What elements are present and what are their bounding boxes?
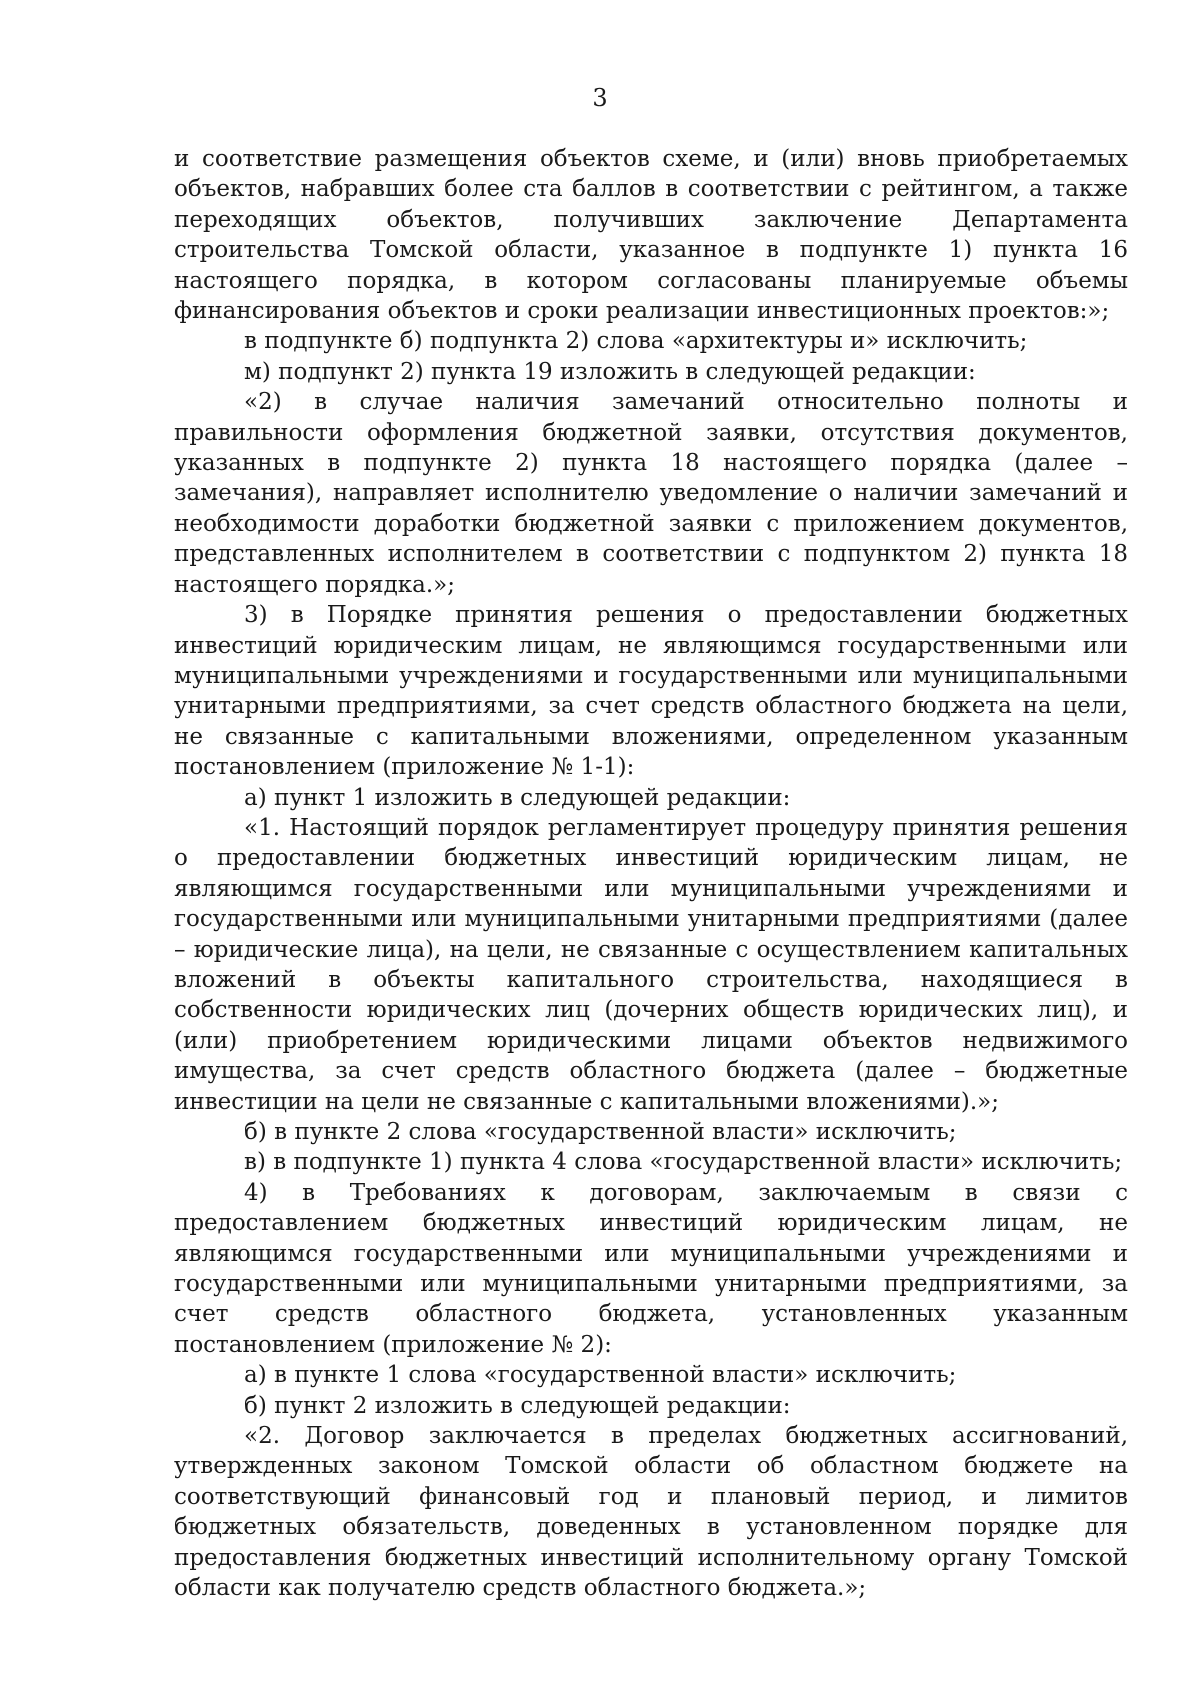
document-body — [174, 144, 1128, 1604]
paragraph-amendment: б) в пункте 2 слова «государственной власти» исключить; — [244, 1119, 957, 1145]
paragraph-amendment: а) в пункте 1 слова «государственной власти» исключить; — [244, 1362, 957, 1389]
paragraph-quoted-text: «2. Договор заключается в пределах бюджетных ассигнований, утвержденных законом Томской области об областном бюджете на соответствующий финансовый год и плановый период, и лимитов бюджетных обязательств, доведенных в установленном порядке для предоставления бюджетных инвестиций исполнительному органу Томской области как получателю средств областного бюджета.»; — [174, 1423, 1128, 1602]
paragraph-amendment: в подпункте б) подпункта 2) слова «архитектуры и» исключить; — [244, 328, 1028, 355]
paragraph-quoted-text: «2) в случае наличия замечаний относительно полноты и правильности оформления бюджетной заявки, отсутствия документов, указанных в подпункте 2) пункта 18 настоящего порядка (далее – замечания), направляет исполнителю уведомление о наличии замечаний и необходимости доработки бюджетной заявки с приложением документов, представленных исполнителем в соответствии с подпунктом 2) пункта 18 настоящего порядка.»; — [174, 389, 1128, 598]
paragraph-amendment: 3) в Порядке принятия решения о предоставлении бюджетных инвестиций юридическим лицам, не являющимся государственными или муниципальными учреждениями и государственными или муниципальными унитарными предприятиями, за счет средств областного бюджета на цели, не связанные с капитальными вложениями, определенном указанным постановлением (приложение № 1-1): — [174, 602, 1128, 781]
paragraph-continuation: и соответствие размещения объектов схеме, и (или) вновь приобретаемых объектов, набравших более ста баллов в соответствии с рейтингом, а также переходящих объектов, получивших заключение Департамента строительства Томской области, указанное в подпункте 1) пункта 16 настоящего порядка, в котором согласованы планируемые объемы финансирования объектов и сроки реализации инвестиционных проектов:»; — [174, 146, 1128, 325]
paragraph-amendment: 4) в Требованиях к договорам, заключаемым в связи с предоставлением бюджетных инвестиций юридическим лицам, не являющимся государственными или муниципальными учреждениями и государственными или муниципальными унитарными предприятиями, за счет средств областного бюджета, установленных указанным постановлением (приложение № 2): — [174, 1179, 1128, 1358]
page-number: 3 — [592, 84, 608, 112]
paragraph-quoted-text: «1. Настоящий порядок регламентирует процедуру принятия решения о предоставлении бюджетных инвестиций юридическим лицам, не являющимся государственными или муниципальными учреждениями и государственными или муниципальными унитарными предприятиями (далее – юридические лица), на цели, не связанные с осуществлением капитальных вложений в объекты капитального строительства, находящиеся в собственности юридических лиц (дочерних обществ юридических лиц), и (или) приобретением юридическими лицами объектов недвижимого имущества, за счет средств областного бюджета (далее – бюджетные инвестиции на цели не связанные с капитальными вложениями).»; — [174, 814, 1128, 1115]
paragraph-amendment: а) пункт 1 изложить в следующей редакции: — [244, 784, 791, 811]
paragraph-amendment: в) в подпункте 1) пункта 4 слова «государственной власти» исключить; — [244, 1149, 1123, 1176]
paragraph-amendment: б) пункт 2 изложить в следующей редакции: — [244, 1392, 791, 1419]
paragraph-amendment: м) подпункт 2) пункта 19 изложить в следующей редакции: — [244, 358, 976, 385]
